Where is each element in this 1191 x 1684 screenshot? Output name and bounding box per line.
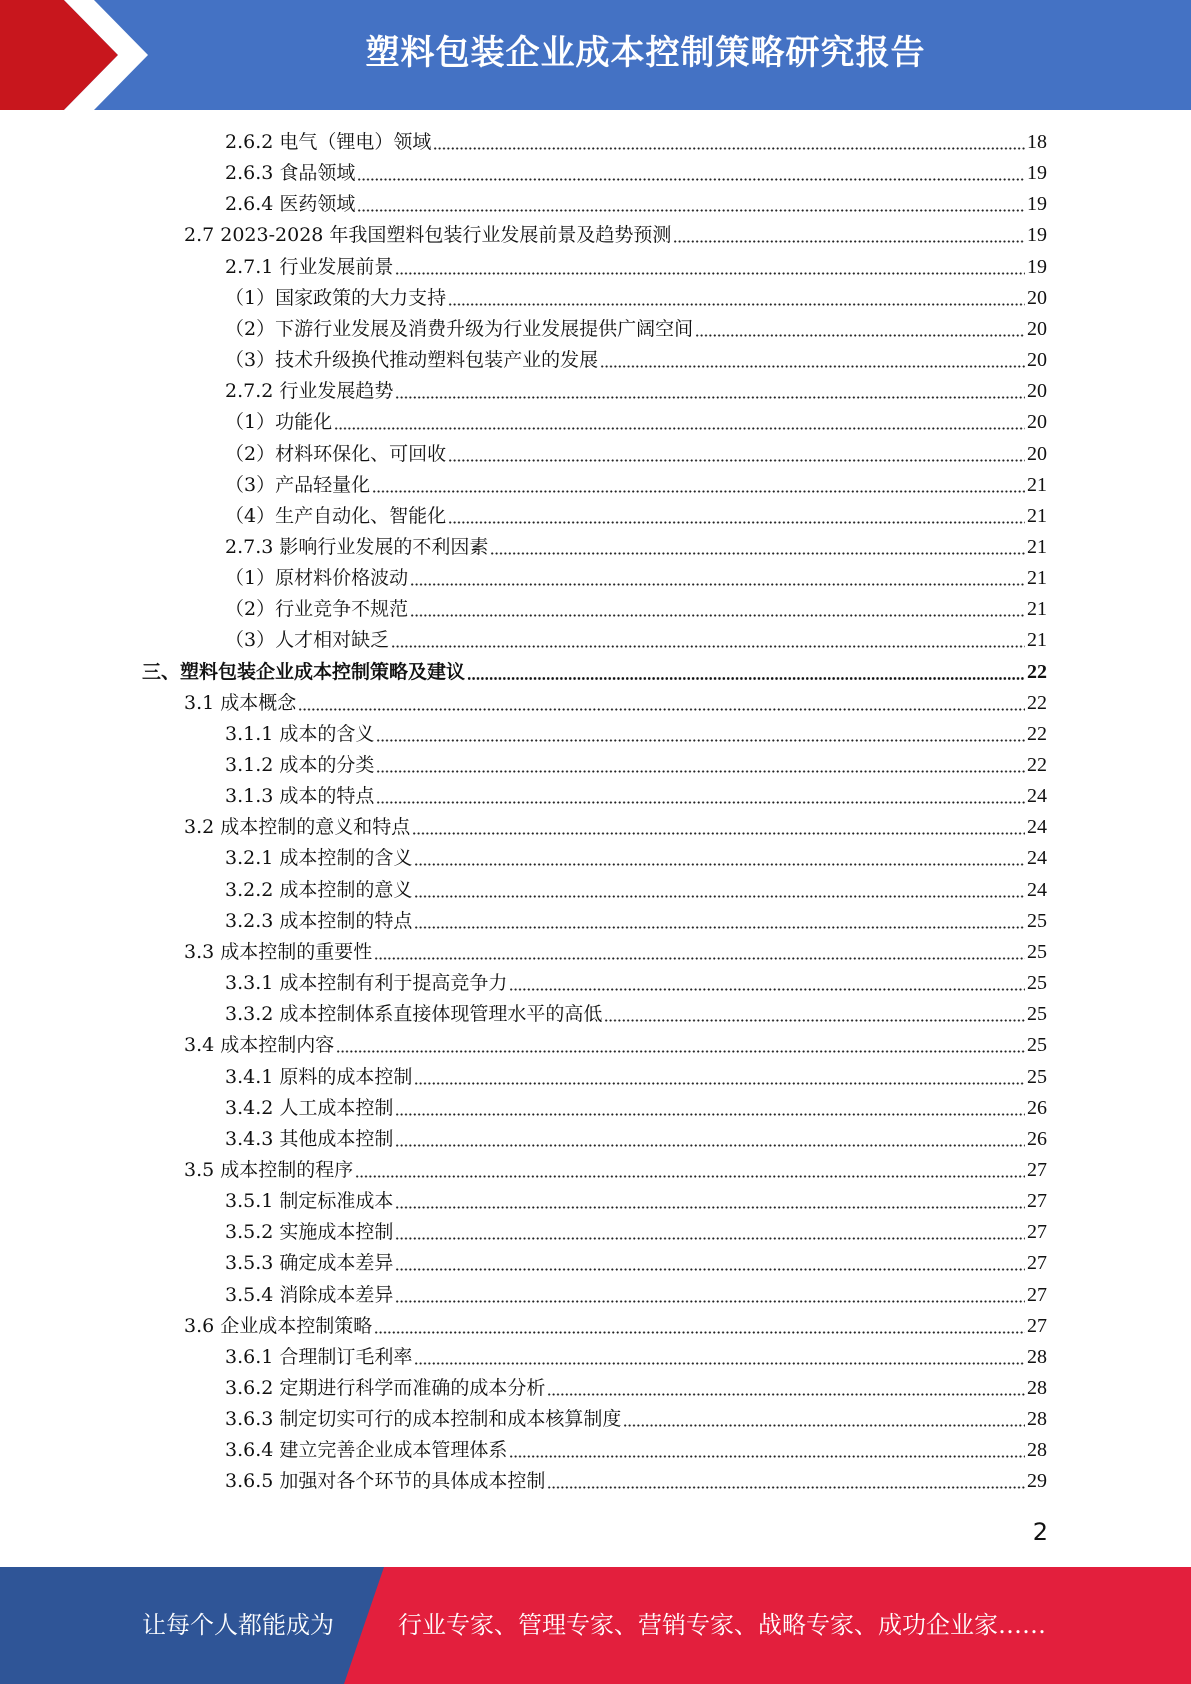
toc-entry[interactable] bbox=[225, 875, 1047, 906]
toc-dot-leader bbox=[376, 801, 1025, 804]
toc-dot-leader bbox=[467, 677, 1025, 680]
toc-entry-page: 21 bbox=[1027, 473, 1047, 496]
toc-entry-page: 20 bbox=[1027, 442, 1047, 465]
toc-entry-page: 24 bbox=[1027, 785, 1047, 808]
toc-entry-page: 25 bbox=[1027, 940, 1047, 963]
toc-dot-leader bbox=[395, 272, 1025, 275]
toc-entry-label: （3）产品轻量化 bbox=[225, 473, 371, 496]
toc-entry-page: 20 bbox=[1027, 349, 1047, 372]
toc-entry[interactable] bbox=[225, 1280, 1047, 1311]
toc-entry[interactable] bbox=[225, 407, 1047, 438]
toc-entry[interactable] bbox=[225, 501, 1047, 532]
toc-dot-leader bbox=[374, 1331, 1025, 1334]
toc-entry-label: 3.1.1 成本的含义 bbox=[225, 722, 375, 745]
toc-entry[interactable] bbox=[225, 594, 1047, 625]
toc-entry[interactable] bbox=[225, 843, 1047, 874]
toc-entry-page: 19 bbox=[1027, 162, 1047, 185]
toc-entry-label: 2.7.3 影响行业发展的不利因素 bbox=[225, 535, 489, 558]
toc-entry-label: （2）材料环保化、可回收 bbox=[225, 442, 447, 465]
toc-entry-label: （1）功能化 bbox=[225, 411, 333, 434]
toc-entry-page: 25 bbox=[1027, 972, 1047, 995]
toc-dot-leader bbox=[374, 957, 1025, 960]
toc-dot-leader bbox=[623, 1424, 1025, 1427]
toc-entry[interactable] bbox=[225, 252, 1047, 283]
chevron-logo-icon bbox=[0, 0, 160, 110]
toc-entry-label: 2.6.2 电气（锂电）领域 bbox=[225, 131, 432, 153]
toc-dot-leader bbox=[410, 614, 1025, 617]
toc-dot-leader bbox=[600, 365, 1025, 368]
toc-entry[interactable] bbox=[225, 1248, 1047, 1279]
toc-entry-label: 2.7.1 行业发展前景 bbox=[225, 255, 394, 278]
toc-entry-page: 25 bbox=[1027, 1034, 1047, 1057]
toc-entry[interactable] bbox=[225, 1217, 1047, 1248]
toc-dot-leader bbox=[695, 334, 1025, 337]
toc-dot-leader bbox=[395, 1268, 1025, 1271]
toc-dot-leader bbox=[355, 1175, 1025, 1178]
toc-dot-leader bbox=[509, 1455, 1025, 1458]
toc-entry-page: 20 bbox=[1027, 286, 1047, 309]
toc-entry-page: 27 bbox=[1027, 1283, 1047, 1306]
toc-entry-label: 3.5 成本控制的程序 bbox=[184, 1158, 354, 1181]
toc-entry-label: 2.7.2 行业发展趋势 bbox=[225, 380, 394, 403]
toc-entry-label: 3.6.2 定期进行科学而准确的成本分析 bbox=[225, 1377, 546, 1399]
toc-dot-leader bbox=[372, 490, 1025, 493]
toc-entry-page: 19 bbox=[1027, 255, 1047, 278]
toc-entry-page: 19 bbox=[1027, 193, 1047, 216]
toc-dot-leader bbox=[412, 832, 1025, 835]
toc-dot-leader bbox=[414, 895, 1025, 898]
toc-entry[interactable] bbox=[225, 1093, 1047, 1124]
toc-entry-label: 2.6.3 食品领域 bbox=[225, 162, 356, 185]
toc-entry-page: 28 bbox=[1027, 1377, 1047, 1399]
toc-dot-leader bbox=[448, 303, 1025, 306]
toc-dot-leader bbox=[414, 1082, 1025, 1085]
toc-dot-leader bbox=[448, 459, 1025, 462]
toc-entry-page: 21 bbox=[1027, 567, 1047, 590]
toc-entry-label: 3.5.3 确定成本差异 bbox=[225, 1252, 394, 1275]
toc-entry-label: 3.6.3 制定切实可行的成本控制和成本核算制度 bbox=[225, 1408, 622, 1431]
toc-dot-leader bbox=[604, 1019, 1025, 1022]
toc-entry-page: 20 bbox=[1027, 317, 1047, 340]
toc-entry[interactable] bbox=[184, 1030, 1047, 1061]
toc-entry-page: 27 bbox=[1027, 1190, 1047, 1213]
toc-entry-label: （3）人才相对缺乏 bbox=[225, 629, 390, 652]
toc-dot-leader bbox=[395, 1300, 1025, 1303]
toc-entry-page: 20 bbox=[1027, 411, 1047, 434]
toc-dot-leader bbox=[547, 1393, 1025, 1396]
toc-entry[interactable] bbox=[225, 470, 1047, 501]
toc-entry[interactable] bbox=[225, 345, 1047, 376]
toc-entry-page: 18 bbox=[1027, 131, 1047, 153]
toc-entry[interactable] bbox=[225, 906, 1047, 937]
toc-entry[interactable] bbox=[225, 1373, 1047, 1404]
toc-dot-leader bbox=[391, 645, 1025, 648]
toc-entry[interactable] bbox=[225, 625, 1047, 656]
toc-dot-leader bbox=[395, 1144, 1025, 1147]
toc-dot-leader bbox=[414, 863, 1025, 866]
toc-entry-label: 3.5.1 制定标准成本 bbox=[225, 1190, 394, 1213]
toc-entry[interactable] bbox=[225, 1404, 1047, 1435]
toc-entry-label: （4）生产自动化、智能化 bbox=[225, 504, 447, 527]
toc-entry[interactable] bbox=[142, 657, 1047, 688]
toc-entry[interactable] bbox=[225, 1435, 1047, 1466]
toc-entry-label: （1）国家政策的大力支持 bbox=[225, 286, 447, 309]
toc-dot-leader bbox=[395, 1237, 1025, 1240]
toc-entry-page: 28 bbox=[1027, 1439, 1047, 1462]
toc-entry[interactable] bbox=[225, 189, 1047, 220]
toc-entry[interactable] bbox=[184, 937, 1047, 968]
toc-entry[interactable] bbox=[225, 158, 1047, 189]
footer-band bbox=[0, 1567, 1191, 1684]
toc-entry[interactable] bbox=[225, 968, 1047, 999]
toc-entry-label: （1）原材料价格波动 bbox=[225, 567, 409, 590]
toc-entry-label: 3.2.3 成本控制的特点 bbox=[225, 909, 413, 932]
toc-entry-page: 22 bbox=[1027, 660, 1047, 683]
toc-entry[interactable] bbox=[184, 1311, 1047, 1342]
toc-dot-leader bbox=[414, 1362, 1025, 1365]
toc-entry[interactable] bbox=[225, 532, 1047, 563]
toc-entry-label: 3.2 成本控制的意义和特点 bbox=[184, 816, 411, 839]
toc-entry-label: 3.4.2 人工成本控制 bbox=[225, 1096, 394, 1119]
toc-entry-page: 24 bbox=[1027, 878, 1047, 901]
toc-entry-page: 26 bbox=[1027, 1127, 1047, 1150]
toc-entry-label: 3.4.1 原料的成本控制 bbox=[225, 1065, 413, 1088]
toc-entry[interactable] bbox=[225, 1124, 1047, 1155]
toc-entry-label: 3.1 成本概念 bbox=[184, 691, 297, 714]
toc-dot-leader bbox=[376, 739, 1025, 742]
toc-entry[interactable] bbox=[225, 376, 1047, 407]
toc-entry-page: 24 bbox=[1027, 816, 1047, 839]
toc-dot-leader bbox=[673, 240, 1025, 243]
toc-dot-leader bbox=[448, 521, 1025, 524]
toc-dot-leader bbox=[357, 178, 1025, 181]
toc-entry-page: 22 bbox=[1027, 691, 1047, 714]
toc-entry-label: 3.6.5 加强对各个环节的具体成本控制 bbox=[225, 1470, 546, 1493]
toc-entry-label: 3.1.3 成本的特点 bbox=[225, 785, 375, 808]
toc-dot-leader bbox=[509, 988, 1025, 991]
toc-entry-label: 3.6.1 合理制订毛利率 bbox=[225, 1345, 413, 1368]
toc-entry[interactable] bbox=[225, 781, 1047, 812]
toc-entry[interactable] bbox=[225, 719, 1047, 750]
toc-entry[interactable] bbox=[225, 1186, 1047, 1217]
toc-entry-label: 3.5.4 消除成本差异 bbox=[225, 1283, 394, 1306]
toc-entry-page: 28 bbox=[1027, 1408, 1047, 1431]
toc-entry-label: （2）下游行业发展及消费升级为行业发展提供广阔空间 bbox=[225, 317, 694, 340]
toc-entry-page: 21 bbox=[1027, 504, 1047, 527]
toc-entry-page: 25 bbox=[1027, 1065, 1047, 1088]
toc-entry[interactable] bbox=[184, 1155, 1047, 1186]
toc-entry[interactable] bbox=[225, 750, 1047, 781]
toc-entry-label: 3.6 企业成本控制策略 bbox=[184, 1314, 373, 1337]
toc-entry-page: 29 bbox=[1027, 1470, 1047, 1493]
toc-entry-label: 3.2.2 成本控制的意义 bbox=[225, 878, 413, 901]
toc-entry-label: 3.4.3 其他成本控制 bbox=[225, 1127, 394, 1150]
toc-entry-label: 2.6.4 医药领域 bbox=[225, 193, 356, 216]
toc-entry-label: 3.1.2 成本的分类 bbox=[225, 754, 375, 776]
footer-slogan-right: 行业专家、管理专家、营销专家、战略专家、成功企业家…… bbox=[398, 1611, 1046, 1639]
footer-slogan-left: 让每个人都能成为 bbox=[142, 1611, 334, 1639]
toc-dot-leader bbox=[357, 209, 1025, 212]
toc-entry-page: 27 bbox=[1027, 1221, 1047, 1244]
toc-entry-page: 22 bbox=[1027, 722, 1047, 745]
toc-entry-label: 3.2.1 成本控制的含义 bbox=[225, 847, 413, 870]
toc-entry-label: （3）技术升级换代推动塑料包装产业的发展 bbox=[225, 349, 599, 372]
toc-entry-page: 21 bbox=[1027, 535, 1047, 558]
toc-dot-leader bbox=[490, 552, 1025, 555]
toc-entry-page: 22 bbox=[1027, 754, 1047, 776]
toc-entry[interactable] bbox=[225, 563, 1047, 594]
toc-dot-leader bbox=[395, 396, 1025, 399]
toc-entry-label: 3.3.2 成本控制体系直接体现管理水平的高低 bbox=[225, 1003, 603, 1026]
toc-entry-page: 28 bbox=[1027, 1345, 1047, 1368]
header-band bbox=[0, 0, 1191, 110]
toc-entry[interactable] bbox=[225, 314, 1047, 345]
toc-entry-label: 3.5.2 实施成本控制 bbox=[225, 1221, 394, 1244]
page-number: 2 bbox=[1032, 1518, 1048, 1546]
toc-entry[interactable] bbox=[225, 283, 1047, 314]
toc-dot-leader bbox=[376, 770, 1025, 773]
toc-dot-leader bbox=[395, 1206, 1025, 1209]
toc-dot-leader bbox=[336, 1050, 1025, 1053]
toc-entry-page: 20 bbox=[1027, 380, 1047, 403]
toc-entry[interactable] bbox=[225, 439, 1047, 470]
toc-entry-page: 25 bbox=[1027, 909, 1047, 932]
toc-entry[interactable] bbox=[184, 688, 1047, 719]
toc-entry-page: 21 bbox=[1027, 598, 1047, 621]
toc-entry-label: （2）行业竞争不规范 bbox=[225, 598, 409, 621]
toc-entry-label: 2.7 2023-2028 年我国塑料包装行业发展前景及趋势预测 bbox=[184, 224, 672, 247]
toc-entry-page: 24 bbox=[1027, 847, 1047, 870]
toc-dot-leader bbox=[414, 926, 1025, 929]
toc-entry-page: 25 bbox=[1027, 1003, 1047, 1026]
toc-entry-label: 三、塑料包装企业成本控制策略及建议 bbox=[142, 660, 466, 683]
toc-entry-label: 3.4 成本控制内容 bbox=[184, 1034, 335, 1057]
toc-entry[interactable] bbox=[225, 1342, 1047, 1373]
toc-entry[interactable] bbox=[184, 220, 1047, 251]
toc-dot-leader bbox=[547, 1486, 1025, 1489]
toc-entry-page: 21 bbox=[1027, 629, 1047, 652]
toc-entry[interactable] bbox=[225, 999, 1047, 1030]
toc-entry-page: 27 bbox=[1027, 1158, 1047, 1181]
toc-entry-page: 27 bbox=[1027, 1252, 1047, 1275]
toc-dot-leader bbox=[410, 583, 1025, 586]
toc-entry-label: 3.3.1 成本控制有利于提高竞争力 bbox=[225, 972, 508, 995]
toc-entry[interactable] bbox=[184, 812, 1047, 843]
document-title: 塑料包装企业成本控制策略研究报告 bbox=[365, 33, 926, 73]
toc-entry[interactable] bbox=[225, 127, 1047, 158]
toc-dot-leader bbox=[334, 427, 1025, 430]
toc-entry-page: 27 bbox=[1027, 1314, 1047, 1337]
toc-entry-page: 26 bbox=[1027, 1096, 1047, 1119]
toc-entry-page: 19 bbox=[1027, 224, 1047, 247]
toc-entry-label: 3.6.4 建立完善企业成本管理体系 bbox=[225, 1439, 508, 1462]
toc-entry[interactable] bbox=[225, 1466, 1047, 1497]
toc-entry-label: 3.3 成本控制的重要性 bbox=[184, 940, 373, 963]
toc-entry[interactable] bbox=[225, 1062, 1047, 1093]
toc-dot-leader bbox=[395, 1113, 1025, 1116]
toc-dot-leader bbox=[433, 147, 1025, 150]
toc-dot-leader bbox=[298, 708, 1025, 711]
